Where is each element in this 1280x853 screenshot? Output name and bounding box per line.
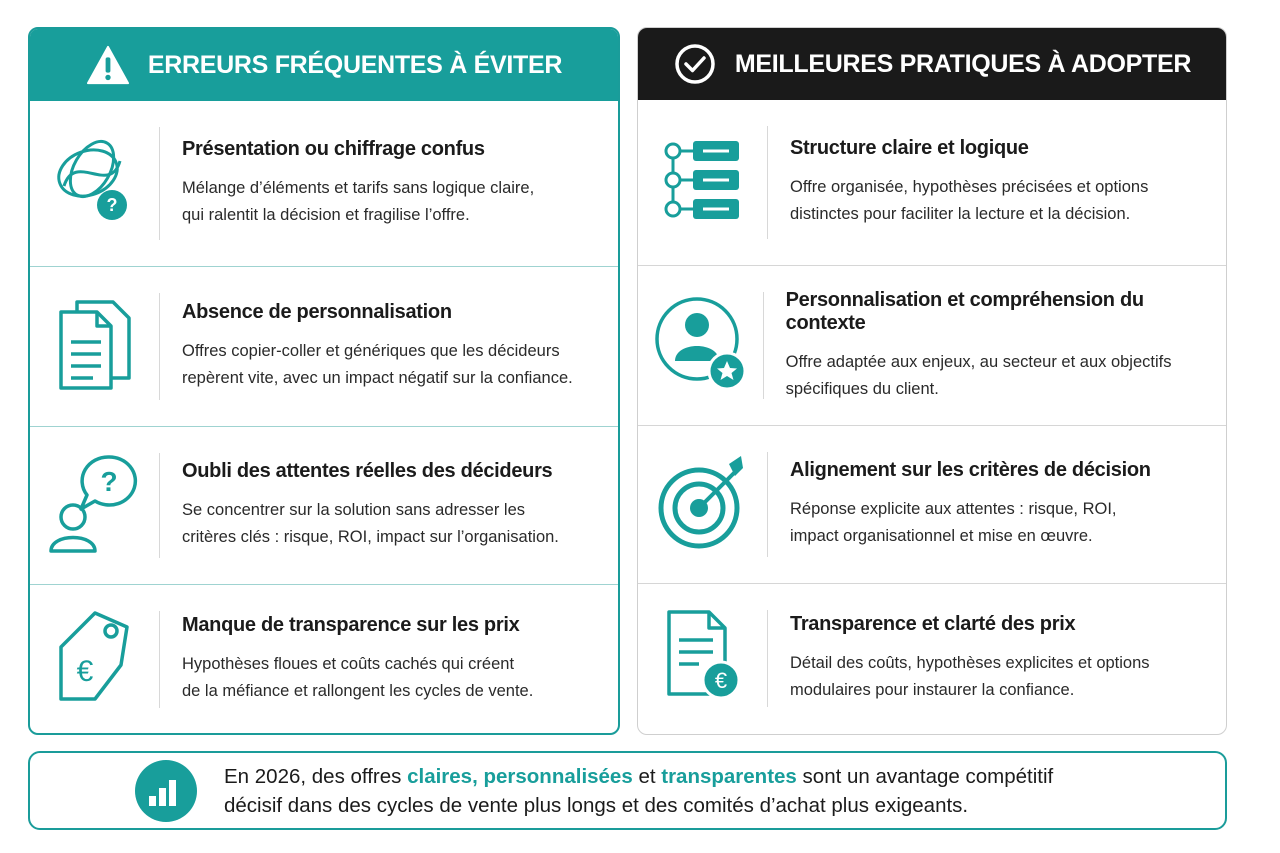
svg-text:?: ? (100, 466, 118, 497)
mistakes-title: ERREURS FRÉQUENTES À ÉVITER (147, 50, 563, 79)
best-practices-panel (637, 27, 1227, 735)
mistake-title: Absence de personnalisation (182, 301, 452, 323)
conclusion-line2: décisif dans des cycles de vente plus longs et des comités d’achat plus exigeants. (224, 793, 969, 817)
practice-desc: Offre adaptée aux enjeux, au secteur et aux objectifs spécifiques du client. (785, 352, 1172, 398)
practice-title: Personnalisation et compréhension du contexte (785, 288, 1144, 334)
practice-title: Alignement sur les critères de décision (790, 459, 1151, 481)
conclusion-banner (28, 751, 1227, 830)
best-practices-title: MEILLEURES PRATIQUES À ADOPTER (734, 49, 1192, 78)
conclusion-mid: et (632, 764, 662, 788)
mistake-item (30, 584, 618, 734)
mistake-desc: Hypothèses floues et coûts cachés qui créent de la méfiance et rallongent les cycles de vente. (182, 655, 534, 700)
mistake-title: Présentation ou chiffrage confus (182, 138, 485, 160)
tangle-question-icon (50, 131, 140, 236)
best-practices-header (638, 28, 1226, 100)
copy-documents-icon (55, 296, 135, 397)
conclusion-prefix: En 2026, des offres (224, 764, 408, 788)
practice-desc: Réponse explicite aux attentes : risque, ROI, impact organisationnel et mise en œuvre. (790, 500, 1117, 545)
mistake-desc: Mélange d’éléments et tarifs sans logique claire, qui ralentit la décision et fragilise l’offre. (182, 179, 535, 224)
conclusion-suffix: sont un avantage compétitif (796, 764, 1054, 788)
practice-item (638, 425, 1226, 583)
mistake-item (30, 266, 618, 426)
mistake-title: Manque de transparence sur les prix (182, 614, 520, 636)
user-star-icon (653, 293, 749, 398)
user-question-icon (47, 453, 143, 558)
practice-item (638, 583, 1226, 733)
practice-item (638, 265, 1226, 425)
mistakes-header (30, 29, 618, 101)
highlight-transparent: transparentes (661, 764, 797, 788)
check-circle-icon (673, 42, 717, 86)
warning-icon (86, 43, 130, 87)
practice-desc: Offre organisée, hypothèses précisées et options distinctes pour faciliter la lecture et la décision. (790, 178, 1149, 223)
svg-text:€: € (714, 668, 728, 693)
target-arrow-icon (655, 452, 751, 557)
practice-item (638, 100, 1226, 265)
mistake-desc: Offres copier-coller et génériques que les décideurs repèrent vite, avec un impact négatif sur la confiance. (182, 342, 573, 387)
practice-title: Transparence et clarté des prix (790, 613, 1076, 635)
document-euro-icon (663, 608, 743, 709)
bar-chart-icon (135, 760, 197, 822)
structure-list-icon (661, 135, 745, 230)
conclusion-text (224, 762, 1053, 820)
practice-desc: Détail des coûts, hypothèses explicites et options modulaires pour instaurer la confiance. (790, 654, 1150, 699)
svg-text:?: ? (106, 195, 118, 215)
mistakes-panel (28, 27, 620, 735)
mistake-item (30, 426, 618, 584)
mistake-item (30, 101, 618, 266)
svg-text:€: € (76, 655, 94, 688)
practice-title: Structure claire et logique (790, 137, 1029, 159)
mistake-title: Oubli des attentes réelles des décideurs (182, 460, 553, 482)
euro-price-tag-icon (55, 609, 135, 710)
highlight-clear-personalized: claires, personnalisées (407, 764, 633, 788)
mistake-desc: Se concentrer sur la solution sans adresser les critères clés : risque, ROI, impact sur l’organisation. (182, 501, 559, 546)
